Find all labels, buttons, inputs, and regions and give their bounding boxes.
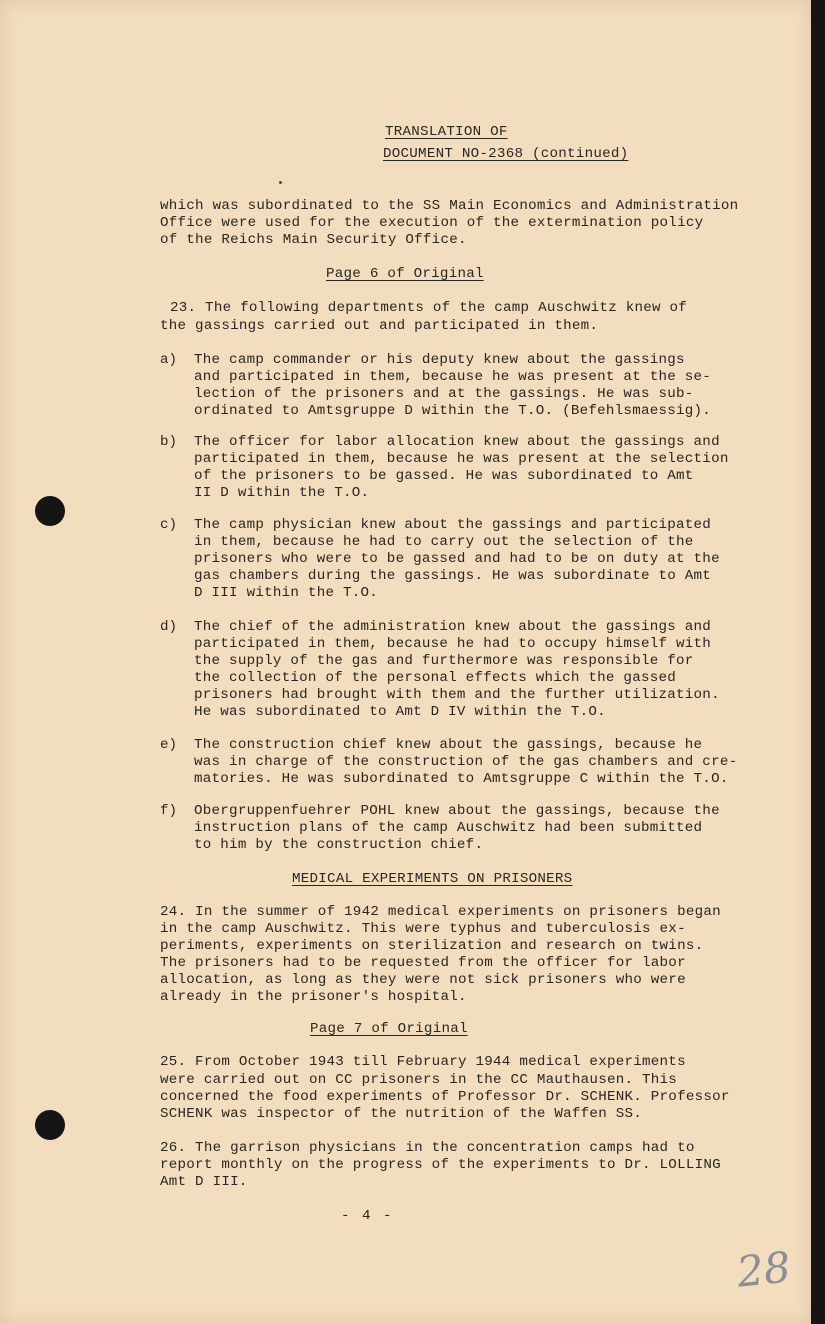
- paragraph-line: already in the prisoner's hospital.: [160, 989, 467, 1005]
- paragraph-line: 25. From October 1943 till February 1944 medical experiments: [160, 1054, 686, 1070]
- paragraph-line: in the camp Auschwitz. This were typhus and tuberculosis ex-: [160, 921, 686, 937]
- page-marker-original-7: Page 7 of Original: [310, 1021, 468, 1037]
- paragraph-line: report monthly on the progress of the experiments to Dr. LOLLING: [160, 1157, 721, 1173]
- item-label: a): [160, 352, 178, 368]
- header-title: TRANSLATION OF: [385, 124, 508, 140]
- item-label: e): [160, 737, 178, 753]
- section-heading-medical-experiments: MEDICAL EXPERIMENTS ON PRISONERS: [292, 871, 573, 887]
- page-marker-original-6: Page 6 of Original: [326, 266, 484, 282]
- item-line: The construction chief knew about the gassings, because he: [194, 737, 703, 753]
- item-line: was in charge of the construction of the gas chambers and cre-: [194, 754, 738, 770]
- header-document-number: DOCUMENT NO-2368 (continued): [383, 146, 629, 162]
- handwritten-folio-number: 28: [734, 1242, 793, 1297]
- item-line: of the prisoners to be gassed. He was subordinated to Amt: [194, 468, 694, 484]
- scan-edge: [811, 0, 825, 1324]
- item-line: gas chambers during the gassings. He was subordinate to Amt: [194, 568, 712, 584]
- item-line: The chief of the administration knew about the gassings and: [194, 619, 712, 635]
- paragraph-line: SCHENK was inspector of the nutrition of the Waffen SS.: [160, 1106, 643, 1122]
- item-line: II D within the T.O.: [194, 485, 370, 501]
- item-line: and participated in them, because he was present at the se-: [194, 369, 712, 385]
- item-line: participated in them, because he had to occupy himself with: [194, 636, 712, 652]
- paragraph-line: Amt D III.: [160, 1174, 248, 1190]
- item-line: The camp physician knew about the gassings and participated: [194, 517, 712, 533]
- item-line: the supply of the gas and furthermore was responsible for: [194, 653, 694, 669]
- paragraph-line: The prisoners had to be requested from the officer for labor: [160, 955, 686, 971]
- item-line: the collection of the personal effects which the gassed: [194, 670, 677, 686]
- item-line: matories. He was subordinated to Amtsgruppe C within the T.O.: [194, 771, 729, 787]
- item-line: participated in them, because he was present at the selection: [194, 451, 729, 467]
- item-line: prisoners who were to be gassed and had to be on duty at the: [194, 551, 720, 567]
- paragraph-line: 24. In the summer of 1942 medical experiments on prisoners began: [160, 904, 721, 920]
- item-label: d): [160, 619, 178, 635]
- paragraph-line: allocation, as long as they were not sick prisoners who were: [160, 972, 686, 988]
- punch-hole-bottom: [35, 1110, 65, 1140]
- item-line: The camp commander or his deputy knew about the gassings: [194, 352, 685, 368]
- intro-line: Office were used for the execution of the extermination policy: [160, 215, 704, 231]
- item-label: f): [160, 803, 178, 819]
- paragraph-line: the gassings carried out and participated in them.: [160, 318, 599, 334]
- item-line: to him by the construction chief.: [194, 837, 484, 853]
- paragraph-line: periments, experiments on sterilization and research on twins.: [160, 938, 704, 954]
- item-label: b): [160, 434, 178, 450]
- item-line: ordinated to Amtsgruppe D within the T.O. (Befehlsmaessig).: [194, 403, 712, 419]
- intro-line: which was subordinated to the SS Main Economics and Administration: [160, 198, 739, 214]
- paragraph-line: 23. The following departments of the camp Auschwitz knew of: [170, 300, 688, 316]
- ink-speck: [279, 181, 282, 184]
- intro-line: of the Reichs Main Security Office.: [160, 232, 467, 248]
- page-number: - 4 -: [341, 1208, 394, 1224]
- paragraph-line: 26. The garrison physicians in the concentration camps had to: [160, 1140, 695, 1156]
- item-line: instruction plans of the camp Auschwitz had been submitted: [194, 820, 703, 836]
- item-line: The officer for labor allocation knew about the gassings and: [194, 434, 720, 450]
- item-line: D III within the T.O.: [194, 585, 379, 601]
- punch-hole-top: [35, 496, 65, 526]
- item-line: He was subordinated to Amt D IV within the T.O.: [194, 704, 606, 720]
- paragraph-line: concerned the food experiments of Professor Dr. SCHENK. Professor: [160, 1089, 730, 1105]
- item-line: Obergruppenfuehrer POHL knew about the gassings, because the: [194, 803, 720, 819]
- paragraph-line: were carried out on CC prisoners in the CC Mauthausen. This: [160, 1072, 678, 1088]
- item-line: in them, because he had to carry out the selection of the: [194, 534, 694, 550]
- item-line: lection of the prisoners and at the gassings. He was sub-: [194, 386, 694, 402]
- item-line: prisoners had brought with them and the further utilization.: [194, 687, 720, 703]
- item-label: c): [160, 517, 178, 533]
